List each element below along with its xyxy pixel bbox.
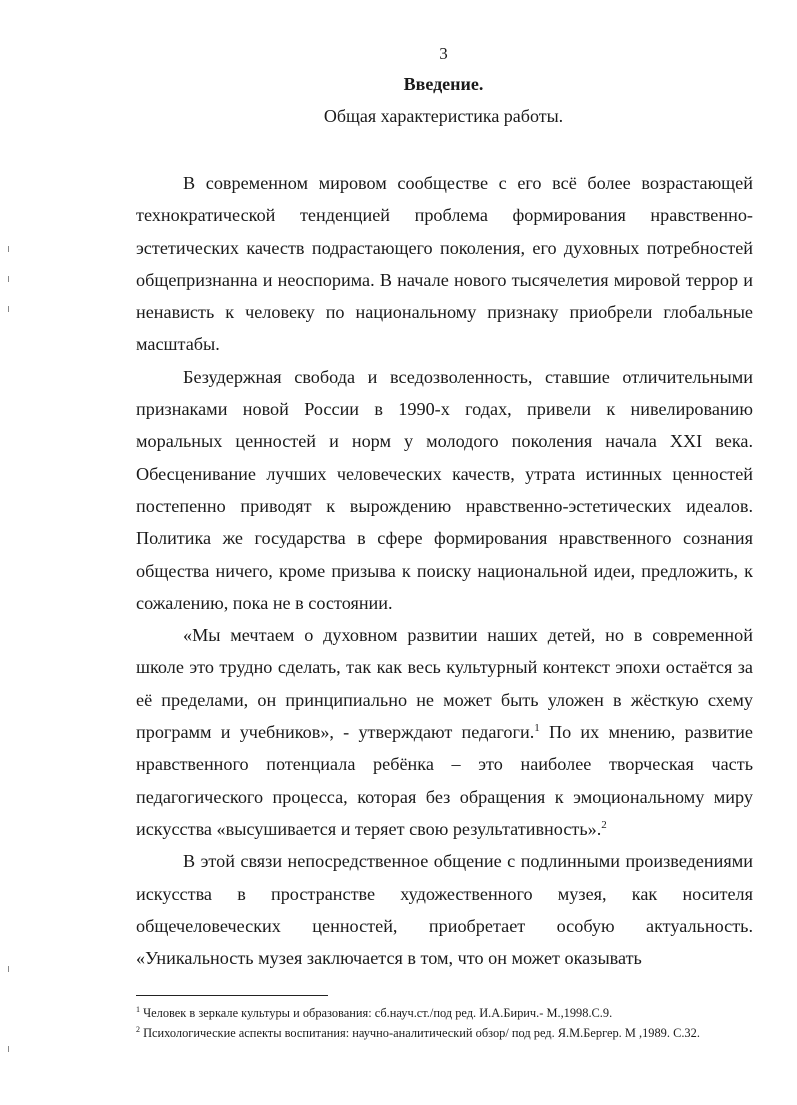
scan-artifact [8, 306, 9, 312]
footnote-reference: 2 [601, 818, 607, 831]
scan-artifact [8, 276, 9, 282]
scan-artifact [8, 966, 9, 972]
section-subheading: Общая характеристика работы. [323, 106, 564, 126]
paragraph-text: По их мнению, развитие нравственного потенциала ребёнка – это наиболее творческая часть педагогического процесса, которая без обращения к эмоциональному миру искусства «высушивается и теряет свою результативность». [136, 722, 753, 839]
section-heading: Введение. [403, 74, 484, 94]
footnote-reference: 1 [534, 721, 540, 734]
footnote-text: Человек в зеркале культуры и образования: сб.науч.ст./под ред. И.А.Бирич.- М.,1998.С.9. [140, 1006, 613, 1021]
page-number: 3 [439, 44, 448, 63]
footnote [136, 1002, 756, 1022]
footnote-number: 2 [136, 1024, 140, 1034]
footnotes [136, 1002, 756, 1041]
scan-artifact [8, 246, 9, 252]
footnote-text: Психологические аспекты воспитания: научно-аналитический обзор/ под ред. Я.М.Бергер. М ,1989. С.32. [140, 1025, 700, 1040]
paragraph: Безудержная свобода и вседозволенность, ставшие отличительными признаками новой России в 1990-х годах, привели к нивелированию моральных ценностей и норм у молодого поколения начала XXI века. Обесценивание лучших человеческих качеств, утрата истинных ценностей постепенно приводят к вырождению нравственно-эстетических идеалов. Политика же государства в сфере формирования нравственного сознания общества ничего, кроме призыва к поиску национальной идеи, предложить, к сожалению, пока не в состоянии. [136, 366, 753, 613]
paragraph-with-citations [136, 619, 753, 845]
footnote-divider [136, 995, 328, 996]
footnote [136, 1022, 756, 1042]
footnote-number: 1 [136, 1005, 140, 1014]
body-text [136, 167, 753, 974]
paragraph: В современном мировом сообществе с его всё более возрастающей технократической тенденцией проблема формирования нравственно-эстетических качеств подрастающего поколения, его духовных потребностей общепризнанна и неоспорима. В начале нового тысячелетия мировой террор и ненависть к человеку по национальному признаку приобрели глобальные масштабы. [136, 173, 753, 355]
scan-artifact [8, 1046, 9, 1052]
paragraph-text: «Мы мечтаем о духовном развитии наших детей, но в современной школе это трудно сделать, так как весь культурный контекст эпохи остаётся за её пределами, он принципиально не может быть уложен в жёсткую схему программ и учебников», - утверждают педагоги. [136, 625, 753, 743]
paragraph: В этой связи непосредственное общение с подлинными произведениями искусства в пространстве художественного музея, как носителя общечеловеческих ценностей, приобретает особую актуальность. «Уникальность музея заключается в том, что он может оказывать [136, 851, 753, 969]
